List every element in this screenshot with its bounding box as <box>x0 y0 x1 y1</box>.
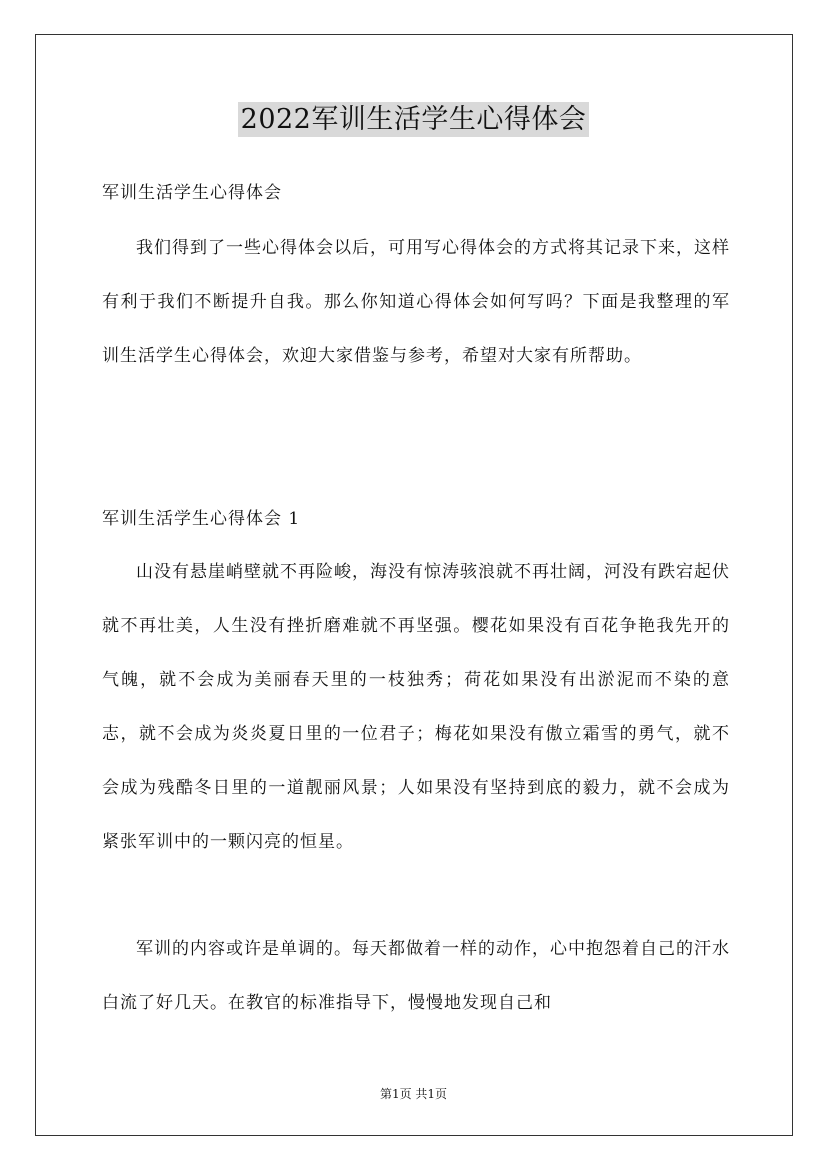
document-title-wrap <box>0 100 827 140</box>
document-subtitle: 军训生活学生心得体会 <box>102 183 282 203</box>
section-heading: 军训生活学生心得体会 1 <box>102 509 301 529</box>
intro-paragraph: 我们得到了一些心得体会以后，可用写心得体会的方式将其记录下来，这样有利于我们不断提升自我。那么你知道心得体会如何写吗？下面是我整理的军训生活学生心得体会，欢迎大家借鉴与参考，希望对大家有所帮助。 <box>102 238 730 366</box>
page-number-footer: 第1页 共1页 <box>379 1087 448 1101</box>
section-paragraph-1: 山没有悬崖峭壁就不再险峻，海没有惊涛骇浪就不再壮阔，河没有跌宕起伏就不再壮美，人生没有挫折磨难就不再坚强。樱花如果没有百花争艳我先开的气魄，就不会成为美丽春天里的一枝独秀；荷花如果没有出淤泥而不染的意志，就不会成为炎炎夏日里的一位君子；梅花如果没有傲立霜雪的勇气，就不会成为残酷冬日里的一道靓丽风景；人如果没有坚持到底的毅力，就不会成为紧张军训中的一颗闪亮的恒星。 <box>102 562 730 852</box>
document-title: 2022军训生活学生心得体会 <box>238 102 590 137</box>
section-paragraph-2: 军训的内容或许是单调的。每天都做着一样的动作，心中抱怨着自己的汗水白流了好几天。在教官的标准指导下，慢慢地发现自己和 <box>102 939 730 1013</box>
